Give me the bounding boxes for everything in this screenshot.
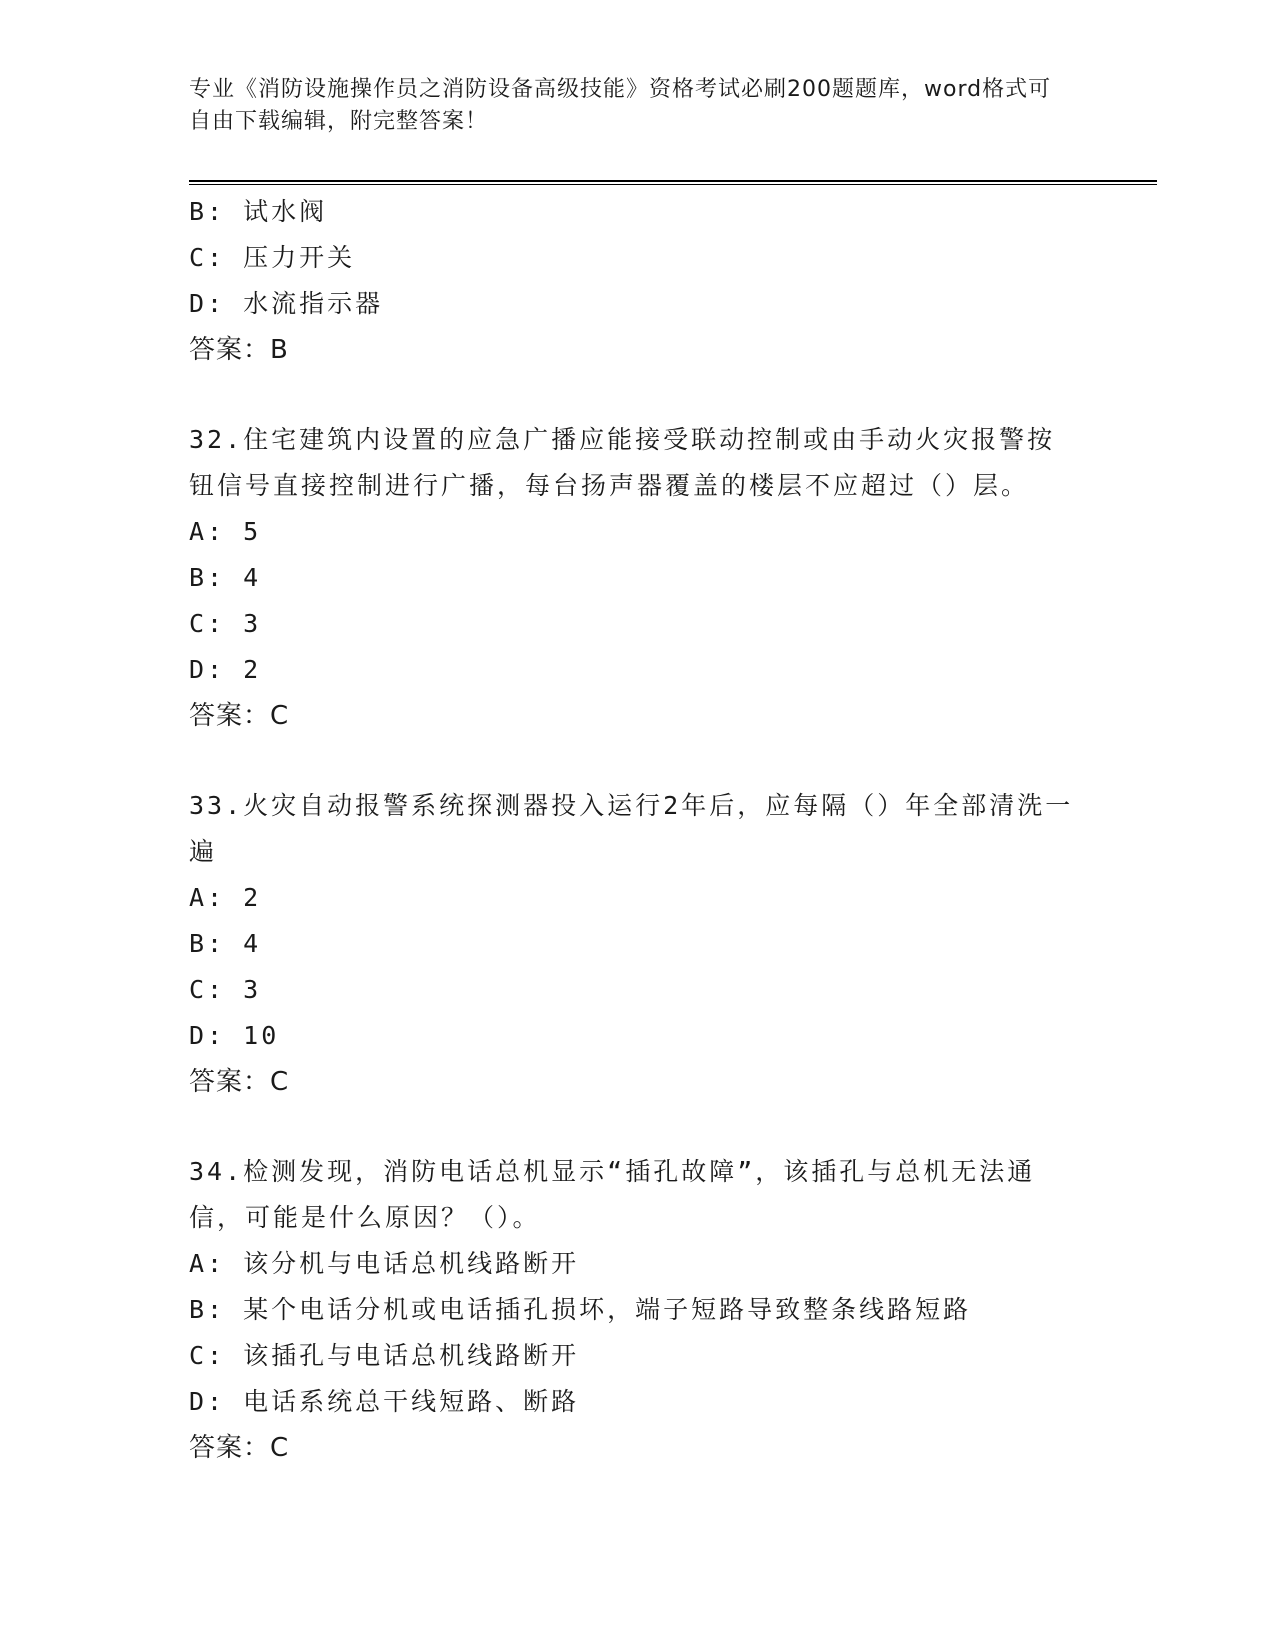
question-text: 33.火灾自动报警系统探测器投入运行2年后，应每隔（）年全部清洗一遍 [189, 791, 1074, 866]
option-a: A: 5 [189, 517, 262, 546]
question-34 [189, 1149, 1089, 1471]
document-header: 专业《消防设施操作员之消防设备高级技能》资格考试必刷200题题库，word格式可自由下载编辑，附完整答案！ [189, 77, 1052, 134]
header-rule-thick [189, 180, 1157, 182]
option-b: B: 某个电话分机或电话插孔损坏，端子短路导致整条线路短路 [189, 1295, 972, 1324]
header-rule-thin [189, 184, 1157, 185]
question-32 [189, 417, 1089, 739]
option-d: D: 2 [189, 655, 262, 684]
question-text: 34.检测发现，消防电话总机显示“插孔故障”，该插孔与总机无法通信，可能是什么原因？（）。 [189, 1157, 1036, 1232]
question-31-continued [189, 189, 1089, 373]
header-rule [189, 180, 1157, 186]
option-b: B: 4 [189, 929, 262, 958]
answer-line: 答案：C [189, 1433, 290, 1463]
option-c: C: 该插孔与电话总机线路断开 [189, 1341, 580, 1370]
option-d: D: 电话系统总干线短路、断路 [189, 1387, 580, 1416]
question-list [189, 189, 1089, 1471]
option-d: D: 水流指示器 [189, 289, 384, 318]
answer-line: 答案：C [189, 701, 290, 731]
option-b: B: 试水阀 [189, 197, 328, 226]
answer-line: 答案：B [189, 335, 289, 365]
option-c: C: 压力开关 [189, 243, 356, 272]
option-d: D: 10 [189, 1021, 280, 1050]
option-c: C: 3 [189, 609, 262, 638]
question-33 [189, 783, 1089, 1105]
option-b: B: 4 [189, 563, 262, 592]
option-a: A: 2 [189, 883, 262, 912]
option-c: C: 3 [189, 975, 262, 1004]
question-text: 32.住宅建筑内设置的应急广播应能接受联动控制或由手动火灾报警按钮信号直接控制进行广播，每台扬声器覆盖的楼层不应超过（）层。 [189, 425, 1056, 500]
answer-line: 答案：C [189, 1067, 290, 1097]
option-a: A: 该分机与电话总机线路断开 [189, 1249, 580, 1278]
